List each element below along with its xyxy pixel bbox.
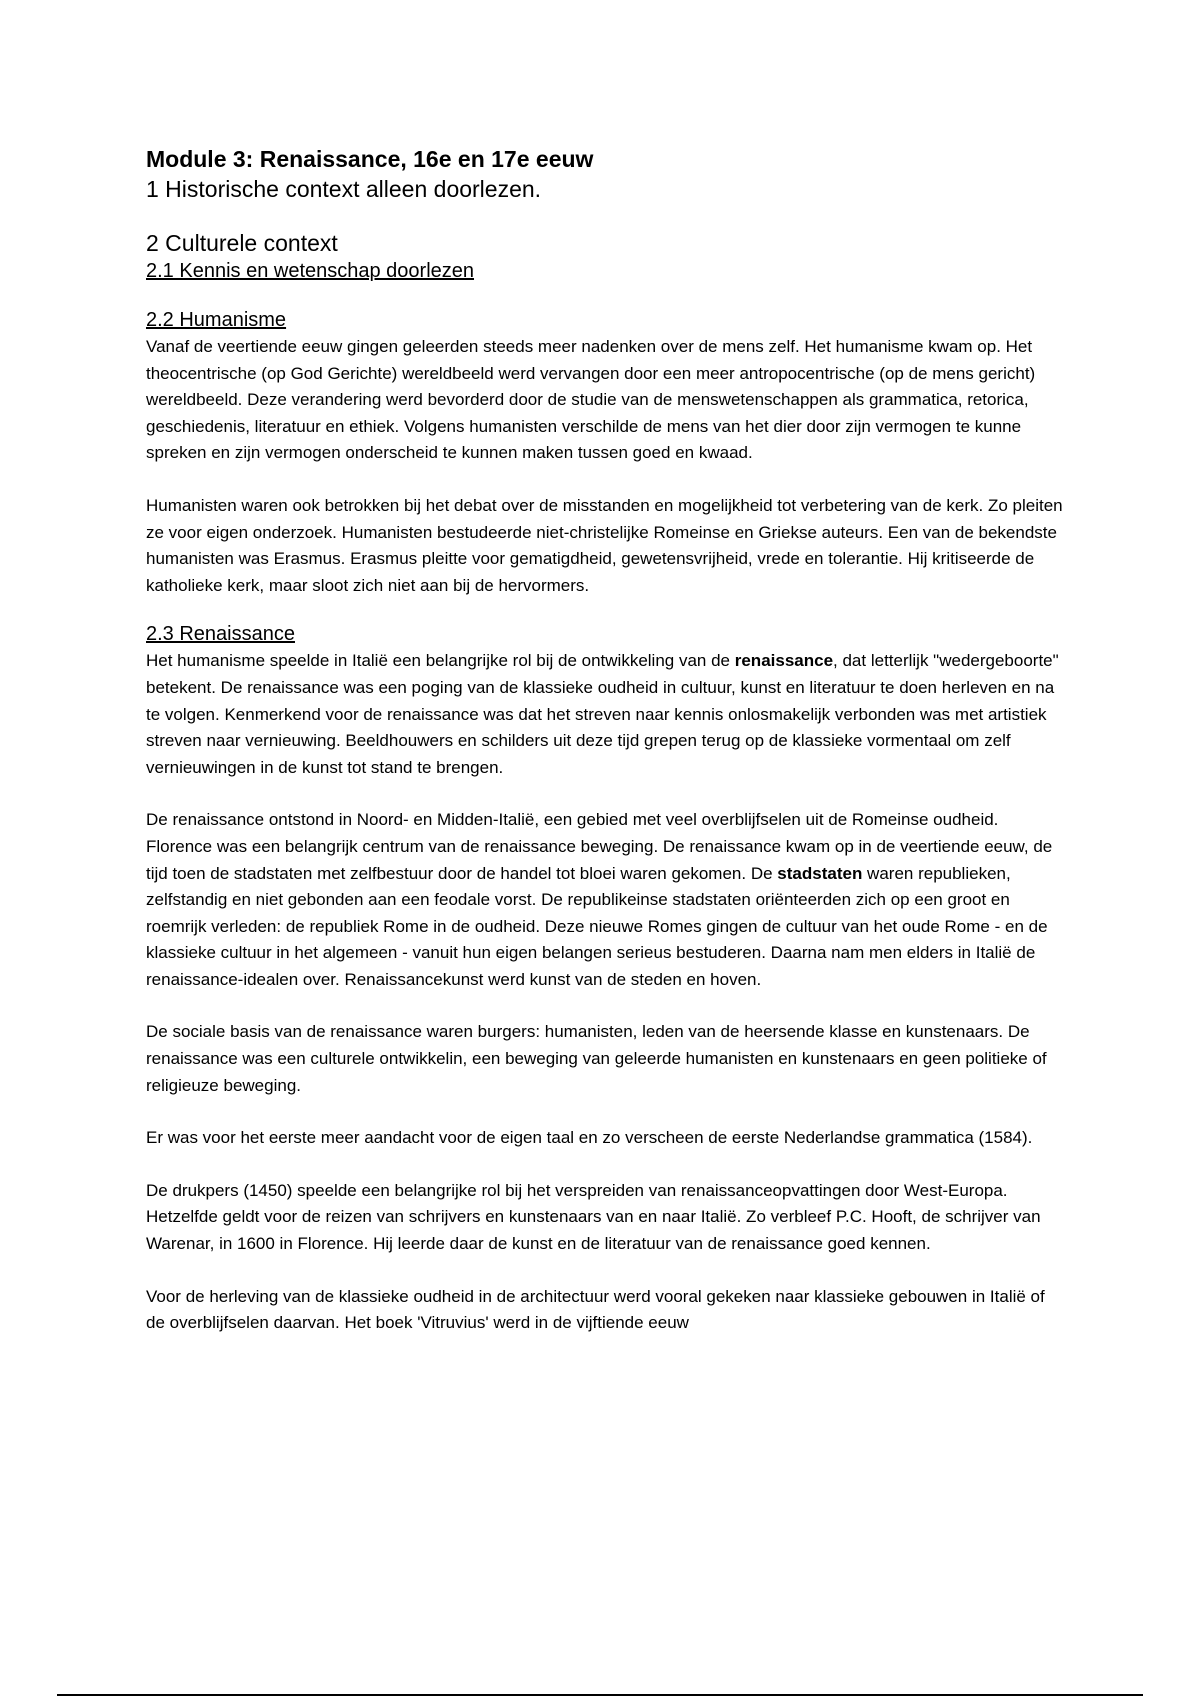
text-run: Het humanisme speelde in Italië een belangrijke rol bij de ontwikkeling van de — [146, 651, 735, 671]
subsection-renaissance-heading: 2.3 Renaissance — [146, 623, 295, 646]
text-run: , dat letterlijk "wedergeboorte" betekent. De renaissance was een poging van de klassieke oudheid in cultuur, kunst en literatuur te doen herleven en na te volgen. Kenmerkend voor de renaissance was dat het streven naar kennis onlosmakelijk verbonden was met artistiek streven naar vernieuwing. Beeldhouwers en schilders uit deze tijd grepen terug op de klassieke vormentaal om zelf vernieuwingen in de kunst tot stand te brengen. — [146, 651, 1059, 777]
section-culturele-context: 2 Culturele context — [146, 230, 338, 256]
bold-term-stadstaten: stadstaten — [777, 863, 863, 883]
renaissance-paragraph-5: De drukpers (1450) speelde een belangrijke rol bij het verspreiden van renaissanceopvattingen door West-Europa. Hetzelfde geldt voor de reizen van schrijvers en kunstenaars van en naar Italië. Zo verbleef P.C. Hooft, de schrijver van Warenar, in 1600 in Florence. Hij leerde daar de kunst en de literatuur van de renaissance goed kennen. — [146, 1180, 1041, 1254]
subsection-kennis-wetenschap: 2.1 Kennis en wetenschap doorlezen — [146, 260, 475, 282]
bold-term-renaissance: renaissance — [734, 651, 834, 671]
humanisme-paragraph-2: Humanisten waren ook betrokken bij het debat over de misstanden en mogelijkheid tot verbetering van de kerk. Zo pleiten ze voor eigen onderzoek. Humanisten bestudeerde niet-christelijke Romeinse en Griekse auteurs. Een van de bekendste humanisten was Erasmus. Erasmus pleitte voor gematigdheid, gewetensvrijheid, vrede en tolerantie. Hij kritiseerde de katholieke kerk, maar sloot zich niet aan bij de hervormers. — [146, 495, 1063, 595]
text-run: waren republieken, zelfstandig en niet gebonden aan een feodale vorst. De republikeinse stadstaten oriënteerden zich op een groot en roemrijk verleden: de republiek Rome in de oudheid. Deze nieuwe Romes gingen de cultuur van het oude Rome - en de klassieke cultuur in het algemeen - vanuit hun eigen belangen serieus bestuderen. Daarna nam men elders in Italië de renaissance-idealen over. Renaissancekunst werd kunst van de steden en hoven. — [146, 863, 1048, 989]
section-historische-context: 1 Historische context alleen doorlezen. — [146, 176, 542, 202]
renaissance-paragraph-3: De sociale basis van de renaissance waren burgers: humanisten, leden van de heersende klasse en kunstenaars. De renaissance was een culturele ontwikkelin, een beweging van geleerde humanisten en kunstenaars en geen politieke of religieuze beweging. — [146, 1022, 1047, 1095]
document-page — [146, 144, 1066, 1337]
renaissance-paragraph-2 — [146, 807, 1066, 993]
page-bottom-divider — [57, 1694, 1143, 1696]
renaissance-paragraph-6: Voor de herleving van de klassieke oudheid in de architectuur werd vooral gekeken naar klassieke gebouwen in Italië of de overblijfselen daarvan. Het boek 'Vitruvius' werd in de vijftiende eeuw — [146, 1286, 1045, 1333]
renaissance-paragraph-1 — [146, 648, 1066, 781]
humanisme-paragraph-1: Vanaf de veertiende eeuw gingen geleerden steeds meer nadenken over de mens zelf. Het humanisme kwam op. Het theocentrische (op God Gerichte) wereldbeeld werd vervangen door een meer antropocentrische (op de mens gericht) wereldbeeld. Deze verandering werd bevorderd door de studie van de menswetenschappen als grammatica, retorica, geschiedenis, literatuur en ethiek. Volgens humanisten verschilde de mens van het dier door zijn vermogen te kunne spreken en zijn vermogen onderscheid te kunnen maken tussen goed en kwaad. — [146, 337, 1036, 463]
page-title: Module 3: Renaissance, 16e en 17e eeuw — [146, 146, 594, 172]
text-run: De renaissance ontstond in Noord- en Midden-Italië, een gebied met veel overblijfselen uit de Romeinse oudheid. Florence was een belangrijk centrum van de renaissance beweging. De renaissance kwam op in de veertiende eeuw, de tijd toen de stadstaten met zelfbestuur door de handel tot bloei waren gekomen. De — [146, 810, 1053, 883]
renaissance-paragraph-4: Er was voor het eerste meer aandacht voor de eigen taal en zo verscheen de eerste Nederlandse grammatica (1584). — [146, 1128, 1033, 1148]
subsection-humanisme-heading: 2.2 Humanisme — [146, 309, 287, 331]
